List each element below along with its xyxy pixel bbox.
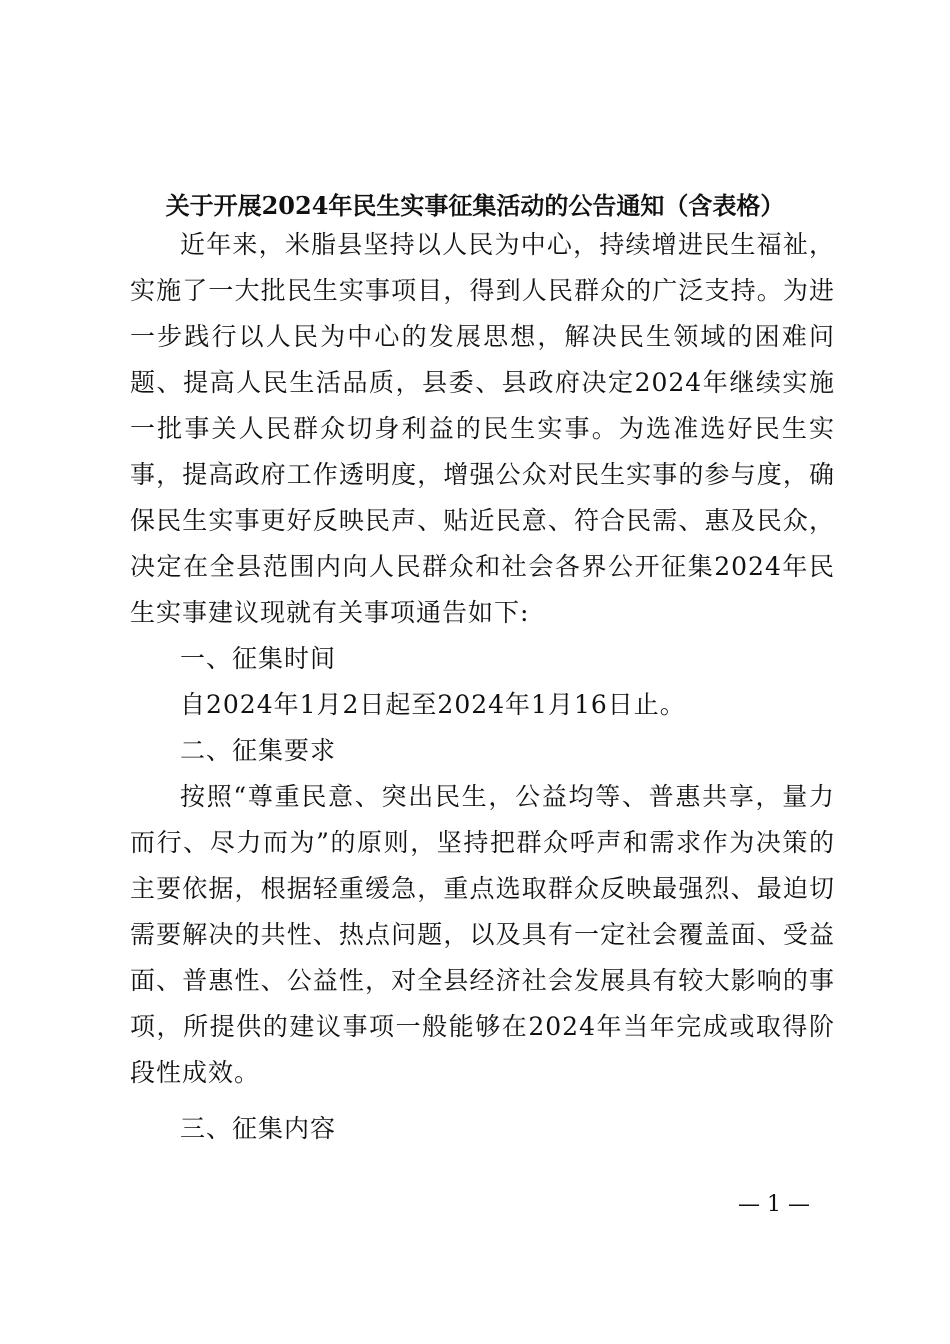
section-body-collection-requirements: 按照“尊重民意、突出民生，公益均等、普惠共享，量力而行、尽力而为”的原则，坚持把群众呼声和需求作为决策的主要依据，根据轻重缓急，重点选取群众反映最强烈、最迫切需要解决的共性、热点问题，以及具有一定社会覆盖面、受益面、普惠性、公益性，对全县经济社会发展具有较大影响的事项，所提供的建议事项一般能够在2024年当年完成或取得阶段性成效。 (130, 782, 835, 1087)
page-number: — 1 — (738, 1192, 810, 1217)
section-body-collection-time: 自2024年1月2日起至2024年1月16日止。 (180, 690, 686, 719)
section-heading-collection-time: 一、征集时间 (180, 644, 337, 673)
document-body (130, 222, 835, 1152)
document-title: 关于开展2024年民生实事征集活动的公告通知（含表格） (165, 191, 785, 220)
intro-paragraph: 近年来，米脂县坚持以人民为中心，持续增进民生福祉，实施了一大批民生实事项目，得到人民群众的广泛支持。为进一步践行以人民为中心的发展思想，解决民生领域的困难问题、提高人民生活品质，县委、县政府决定2024年继续实施一批事关人民群众切身利益的民生实事。为选准选好民生实事，提高政府工作透明度，增强公众对民生实事的参与度，确保民生实事更好反映民声、贴近民意、符合民需、惠及民众，决定在全县范围内向人民群众和社会各界公开征集2024年民生实事建议现就有关事项通告如下: (130, 230, 835, 627)
section-heading-collection-content: 三、征集内容 (180, 1114, 337, 1143)
section-heading-collection-requirements: 二、征集要求 (180, 736, 337, 765)
